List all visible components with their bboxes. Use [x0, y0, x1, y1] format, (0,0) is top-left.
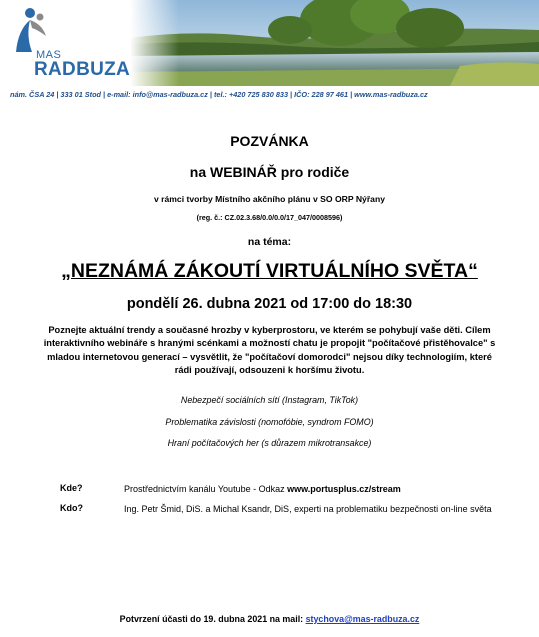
- theme-label: na téma:: [247, 236, 292, 248]
- registration-number: (reg. č.: CZ.02.3.68/0.0/0.0/17_047/0008596): [196, 213, 343, 222]
- where-description: Prostřednictvím kanálu Youtube - Odkaz: [124, 484, 285, 494]
- logo-radbuza: RADBUZA: [34, 59, 131, 80]
- who-label: Kdo?: [60, 503, 83, 513]
- contact-line: nám. ČSA 24 | 333 01 Stod | e-mail: info@mas-radbuza.cz | tel.: +420 725 830 833 | IČO: 228 97 461 | www.mas-radbuza.cz: [10, 90, 428, 99]
- invite-title: POZVÁNKA: [230, 133, 309, 149]
- logo-mas: MAS: [36, 49, 62, 61]
- confirmation-text: Potvrzení účasti do 19. dubna 2021 na mail:: [119, 614, 304, 624]
- topic-item: Problematika závislosti (nomofóbie, syndrom FOMO): [165, 417, 374, 427]
- confirmation-line: [0, 614, 539, 624]
- where-label: Kde?: [60, 483, 83, 493]
- people-icon: [10, 6, 50, 54]
- where-text: [124, 483, 514, 496]
- topic-item: Hraní počítačových her (s důrazem mikrotransakce): [167, 438, 372, 448]
- stream-link[interactable]: www.portusplus.cz/stream: [287, 484, 401, 494]
- event-date: pondělí 26. dubna 2021 od 17:00 do 18:30: [126, 296, 413, 312]
- header-banner: [0, 0, 539, 86]
- topic-item: Nebezpečí sociálních sítí (Instagram, TikTok): [180, 395, 359, 405]
- mas-radbuza-logo: [6, 6, 136, 82]
- invite-context: v rámci tvorby Místního akčního plánu v SO ORP Nýřany: [154, 194, 385, 204]
- contact-email-link[interactable]: stychova@mas-radbuza.cz: [305, 614, 420, 624]
- landscape-photo: [130, 0, 539, 86]
- who-text: Ing. Petr Šmid, DiS. a Michal Ksandr, DiS, experti na problematiku bezpečnosti on-line světa: [124, 504, 492, 514]
- theme-title: „NEZNÁMÁ ZÁKOUTÍ VIRTUÁLNÍHO SVĚTA“: [61, 260, 478, 282]
- invite-subtitle: na WEBINÁŘ pro rodiče: [189, 164, 350, 180]
- event-description: Poznejte aktuální trendy a současné hrozby v kyberprostoru, ve kterém se pohybují vaše děti. Cílem interaktivního webináře s hranými scénkami a možností chatu je propojit "počítačové přistěhovalce" s mladou internetovou generací – vysvětlit, že "počítačoví domorodci" nejsou díky technologiím, které rádi používají, odsouzeni k horšímu životu.: [43, 325, 496, 375]
